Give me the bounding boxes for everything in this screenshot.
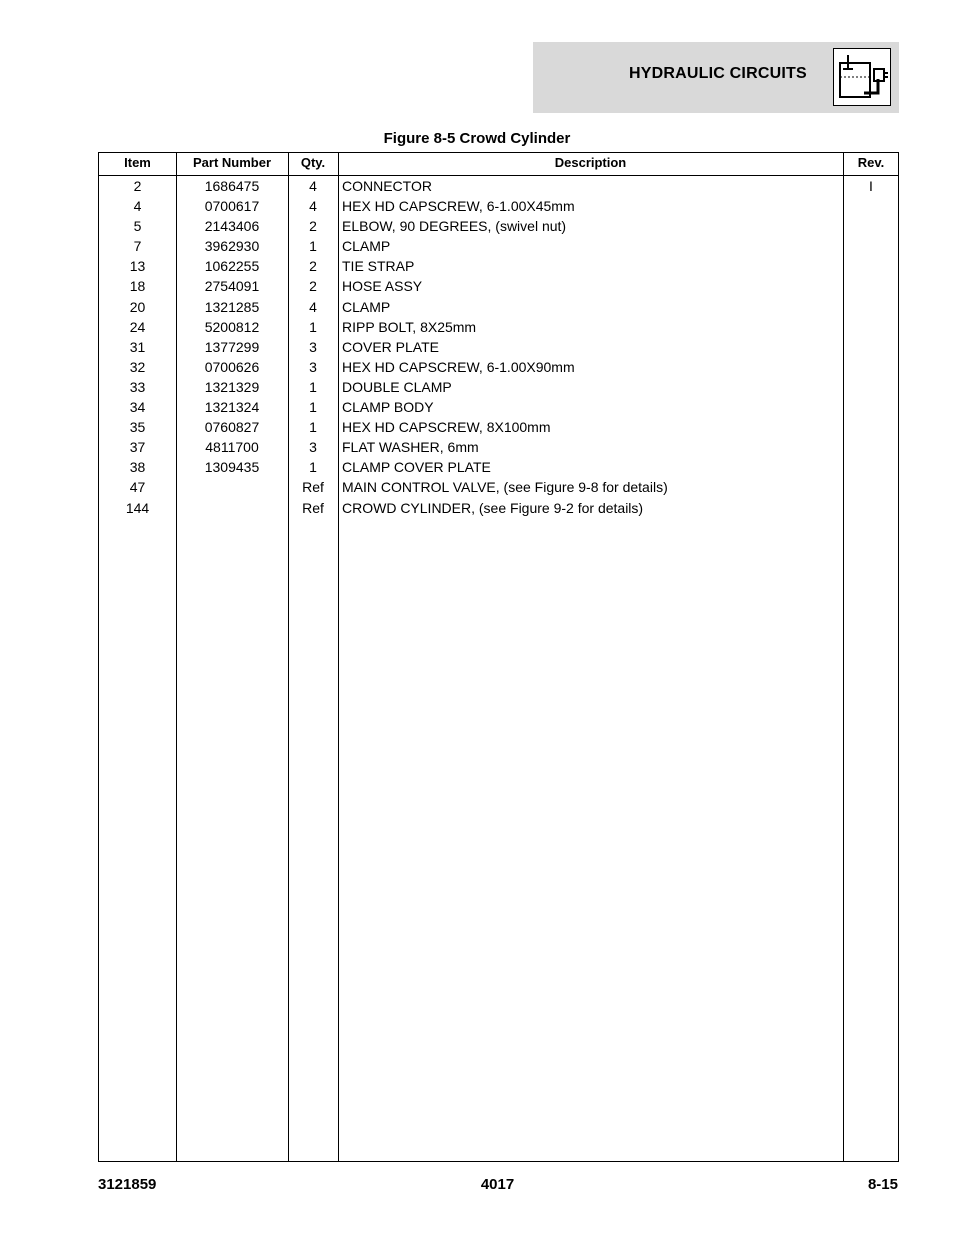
row-qty: 4 xyxy=(309,198,317,215)
row-item: 31 xyxy=(129,338,146,355)
table-row xyxy=(99,498,898,518)
row-item: 38 xyxy=(129,459,146,476)
row-part-number: 1321329 xyxy=(204,378,260,395)
row-part-number: 2143406 xyxy=(204,218,260,235)
section-title: HYDRAULIC CIRCUITS xyxy=(629,65,807,82)
row-item: 33 xyxy=(129,378,146,395)
row-description: MAIN CONTROL VALVE, (see Figure 9-8 for details) xyxy=(342,479,668,496)
row-description: DOUBLE CLAMP xyxy=(342,378,452,395)
row-qty: 3 xyxy=(309,338,317,355)
row-part-number: 4811700 xyxy=(205,439,259,456)
row-qty: Ref xyxy=(302,479,324,496)
row-description: CLAMP xyxy=(342,238,391,255)
row-item: 37 xyxy=(129,439,146,456)
table-body xyxy=(99,176,898,518)
row-qty: 1 xyxy=(309,318,317,335)
row-part-number: 3962930 xyxy=(204,238,260,255)
column-header-item: Item xyxy=(124,155,151,170)
row-part-number: 2754091 xyxy=(204,278,260,295)
row-qty: 3 xyxy=(309,358,317,375)
row-description: CLAMP xyxy=(342,298,391,315)
row-description: TIE STRAP xyxy=(342,258,415,275)
figure-title: Figure 8-5 Crowd Cylinder xyxy=(383,130,571,147)
column-header-rev: Rev. xyxy=(857,155,885,170)
row-description: CONNECTOR xyxy=(342,178,432,194)
table-row xyxy=(99,357,898,377)
table-row xyxy=(99,437,898,457)
row-qty: Ref xyxy=(302,499,324,516)
row-part-number: 0760827 xyxy=(204,419,260,436)
table-row xyxy=(99,377,898,397)
row-item: 20 xyxy=(129,298,146,315)
row-part-number: 1377299 xyxy=(204,338,260,355)
row-description: FLAT WASHER, 6mm xyxy=(342,439,479,456)
footer-doc-number: 3121859 xyxy=(98,1176,157,1193)
column-header-part-number: Part Number xyxy=(192,155,272,170)
row-description: COVER PLATE xyxy=(342,338,439,355)
column-header-qty: Qty. xyxy=(300,155,326,170)
row-item: 4 xyxy=(133,198,142,215)
row-description: HEX HD CAPSCREW, 8X100mm xyxy=(342,419,551,436)
row-item: 47 xyxy=(129,479,146,496)
table-row xyxy=(99,236,898,256)
row-part-number: 1321285 xyxy=(204,298,260,315)
row-description: CROWD CYLINDER, (see Figure 9-2 for details) xyxy=(342,499,644,516)
table-row xyxy=(99,337,898,357)
row-rev: I xyxy=(869,178,873,194)
row-part-number: 1686475 xyxy=(204,178,260,194)
row-qty: 1 xyxy=(309,399,317,416)
section-header xyxy=(533,42,899,113)
row-qty: 1 xyxy=(309,459,317,476)
row-description: HEX HD CAPSCREW, 6-1.00X90mm xyxy=(342,358,575,375)
table-row xyxy=(99,477,898,497)
row-item: 144 xyxy=(125,499,150,516)
row-item: 2 xyxy=(133,178,142,194)
row-qty: 4 xyxy=(309,178,317,194)
table-row xyxy=(99,397,898,417)
row-part-number: 1321324 xyxy=(204,399,260,416)
row-item: 32 xyxy=(129,358,146,375)
row-qty: 2 xyxy=(309,218,317,235)
row-qty: 3 xyxy=(309,439,317,456)
row-description: CLAMP BODY xyxy=(342,399,434,416)
table-row xyxy=(99,216,898,236)
row-item: 5 xyxy=(133,218,142,235)
row-qty: 1 xyxy=(309,378,317,395)
footer-model: 4017 xyxy=(480,1176,515,1193)
row-item: 13 xyxy=(129,258,146,275)
row-qty: 2 xyxy=(309,278,317,295)
row-part-number: 1309435 xyxy=(204,459,260,476)
row-description: RIPP BOLT, 8X25mm xyxy=(342,318,477,335)
row-description: HEX HD CAPSCREW, 6-1.00X45mm xyxy=(342,198,575,215)
row-item: 7 xyxy=(133,238,142,255)
footer-page-number: 8-15 xyxy=(867,1176,898,1193)
row-item: 24 xyxy=(129,318,146,335)
row-qty: 4 xyxy=(309,298,317,315)
table-row xyxy=(99,417,898,437)
row-part-number: 1062255 xyxy=(204,258,260,275)
row-part-number: 5200812 xyxy=(204,318,260,335)
row-part-number: 0700617 xyxy=(204,198,260,215)
parts-table xyxy=(98,152,899,1162)
row-item: 18 xyxy=(129,278,146,295)
row-qty: 1 xyxy=(309,238,317,255)
table-row xyxy=(99,276,898,296)
row-item: 35 xyxy=(129,419,146,436)
row-part-number: 0700626 xyxy=(204,358,260,375)
table-row xyxy=(99,317,898,337)
hydraulic-reservoir-icon xyxy=(833,48,891,106)
table-row xyxy=(99,196,898,216)
table-row xyxy=(99,457,898,477)
column-header-description: Description xyxy=(554,155,627,170)
row-description: CLAMP COVER PLATE xyxy=(342,459,491,476)
table-row xyxy=(99,176,898,196)
row-qty: 2 xyxy=(309,258,317,275)
row-item: 34 xyxy=(129,399,146,416)
row-description: HOSE ASSY xyxy=(342,278,423,295)
row-qty: 1 xyxy=(309,419,317,436)
table-row xyxy=(99,256,898,276)
row-description: ELBOW, 90 DEGREES, (swivel nut) xyxy=(342,218,567,235)
table-row xyxy=(99,297,898,317)
